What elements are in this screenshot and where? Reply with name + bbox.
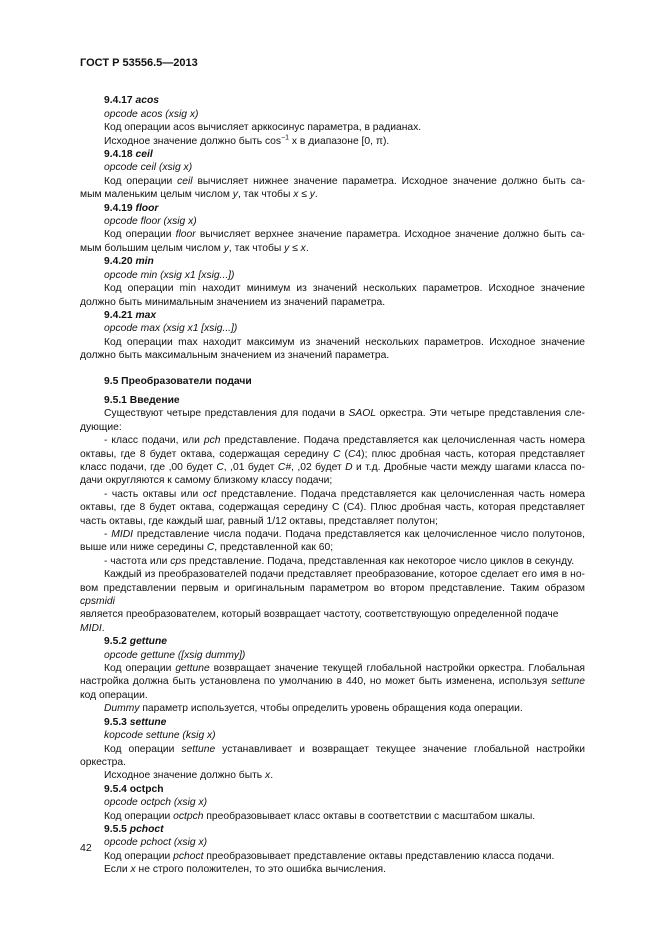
section-keyword: max [135, 309, 157, 321]
text-acos-2 [80, 135, 585, 148]
text-span: вом представлении первым и оригинальным параметром во втором представление. Таким образом [80, 582, 585, 594]
keyword: gettune [175, 663, 210, 675]
var: y [223, 242, 229, 254]
gettune-line-3: код операции. [80, 689, 148, 701]
text-span: возвращает значение текущей глобальной настройки оркестра. Глобальная [209, 663, 585, 675]
heading-pitch-converters: 9.5 Преобразователи подачи [104, 375, 252, 387]
keyword: settune [551, 676, 585, 688]
text-floor-2 [80, 242, 585, 255]
settune-line-2: оркестра. [80, 756, 126, 768]
gettune-line-1 [80, 662, 585, 675]
heading-pchoct [80, 823, 585, 836]
text-span: Если [104, 864, 131, 876]
keyword: pch [203, 435, 221, 447]
keyword: pchoct [173, 850, 204, 862]
pchoct-line-1 [80, 850, 585, 863]
octpch-line-1 [80, 810, 585, 823]
pch-line-4: дачи округляются к самому близкому классу подачи; [80, 475, 333, 487]
text-span: Код операции [104, 810, 174, 822]
text-span: ( [340, 448, 348, 460]
code-ceil: opcode ceil (xsig x) [104, 162, 193, 174]
oct-line-3: часть октавы, где каждый шаг, равный 1/12 октавы, представляет полутон; [80, 515, 438, 527]
var: C [332, 448, 341, 460]
text-span: преобразовывает класс октавы в соответствии с масштабом шкалы. [203, 810, 536, 822]
section-number: 9.5.3 [104, 716, 127, 728]
var: y [284, 242, 290, 254]
cps-line-1 [80, 555, 585, 568]
var: x [130, 864, 136, 876]
text-span: мым большим целым числом [80, 242, 224, 254]
keyword: cps [170, 555, 187, 567]
superscript: −1 [281, 134, 290, 142]
text-span: - класс подачи, или [104, 435, 204, 447]
text-span: , ,01 будет [223, 461, 278, 473]
section-keyword: min [135, 256, 154, 268]
heading-floor [80, 202, 585, 215]
keyword: oct [202, 488, 217, 500]
section-number: 9.4.17 [104, 95, 133, 107]
code-pchoct: opcode pchoct (xsig x) [104, 837, 208, 849]
keyword: MIDI [80, 622, 102, 634]
keyword: Dummy [104, 703, 140, 715]
text-span: устанавливает и возвращает текущее значение глобальной настройки [215, 743, 585, 755]
keyword: SAOL [348, 408, 376, 420]
var: x [293, 189, 299, 201]
page-number: 42 [80, 842, 92, 854]
text-span: Код операции [104, 743, 182, 755]
text-span: класс подачи, где ,00 будет [80, 461, 217, 473]
var: C [206, 542, 215, 554]
text-span: x в диапазоне [0, π). [289, 135, 390, 147]
text-span: параметр используется, чтобы определить уровень обращения кода операции. [139, 703, 523, 715]
section-number: 9.4.21 [104, 309, 133, 321]
section-number: 9.4.18 [104, 149, 133, 161]
heading-octpch: 9.5.4 octpch [104, 783, 164, 795]
heading-settune [80, 716, 585, 729]
text-ceil-2 [80, 188, 585, 201]
text-span: , ,02 будет [291, 461, 346, 473]
text-span: Код операции [104, 663, 176, 675]
pch-line-2 [80, 448, 585, 461]
keyword: settune [181, 743, 216, 755]
var: x [265, 770, 271, 782]
text-span: . [101, 622, 105, 634]
text-span: является преобразователем, который возвращает частоту, соответствующую определенной подаче [80, 609, 559, 621]
gettune-line-4 [80, 702, 585, 715]
text-span: 4); плюс дробная часть, которая представляет [355, 448, 585, 460]
text-span: и т.д. Дробные части между шагами класса по- [352, 461, 585, 473]
text-floor-1 [80, 228, 585, 241]
settune-line-3 [80, 769, 585, 782]
text-span: Исходное значение должно быть [104, 770, 266, 782]
section-keyword: gettune [129, 636, 167, 648]
gettune-line-2 [80, 675, 585, 688]
section-number: 9.5.2 [104, 636, 127, 648]
var: y [232, 189, 238, 201]
converter-line-1: Каждый из преобразователей подачи представляет преобразование, которое сделает его имя в но- [104, 569, 585, 581]
keyword: cpsmidi [80, 596, 115, 608]
text-span: преобразовывает представление октавы представлению класса подачи. [203, 850, 555, 862]
heading-introduction: 9.5.1 Введение [104, 394, 180, 406]
midi-line-1 [80, 528, 585, 541]
code-acos: opcode acos (xsig x) [104, 108, 199, 120]
pch-line-3 [80, 461, 585, 474]
var: C [216, 461, 224, 473]
text-span: вычисляет верхнее значение параметра. Исходное значение должно быть са- [195, 229, 585, 241]
intro-line-1 [80, 407, 585, 420]
text-span: представление. Подача представляется как целочисленная часть номера [216, 488, 585, 500]
intro-line-2: дующие: [80, 421, 122, 433]
text-span: представление. Подача представляется как целочисленная часть номера [220, 435, 585, 447]
section-number: 9.5.5 [104, 823, 127, 835]
text-span: - частота или [104, 555, 171, 567]
keyword: MIDI [111, 529, 134, 540]
text-span: Код операции [104, 850, 174, 862]
text-max-1: Код операции max находит максимум из значений нескольких параметров. Исходное значение [104, 336, 585, 348]
text-max-2: должно быть максимальным значением из значений параметра. [80, 350, 390, 362]
pchoct-line-2 [80, 863, 585, 876]
section-keyword: settune [129, 716, 167, 728]
text-span: , так чтобы [228, 242, 285, 254]
text-span: представление. Подача, представленная как некоторое число циклов в секунду. [186, 555, 575, 567]
var: C [347, 448, 356, 460]
midi-line-2 [80, 541, 585, 554]
oct-line-1 [80, 488, 585, 501]
text-span: мым маленьким целым числом [80, 189, 233, 201]
text-span: Существуют четыре представления для подачи в [104, 408, 349, 420]
text-span: Код операции [104, 175, 178, 187]
text-span: - [104, 529, 112, 540]
heading-acos [80, 94, 585, 107]
text-span: Код операции [104, 229, 176, 241]
var: y [309, 189, 315, 201]
keyword: octpch [173, 810, 204, 822]
text-span: вычисляет нижнее значение параметра. Исходное значение должно быть са- [192, 175, 586, 187]
code-octpch: opcode octpch (xsig x) [104, 797, 208, 809]
converter-line-2 [80, 582, 585, 609]
document-page [80, 57, 585, 877]
heading-ceil [80, 148, 585, 161]
heading-gettune [80, 635, 585, 648]
text-acos-1: Код операции acos вычисляет арккосинус параметра, в радианах. [104, 122, 422, 134]
text-span: . [305, 242, 309, 254]
section-keyword: floor [135, 202, 159, 214]
section-number: 9.4.19 [104, 202, 133, 214]
var: D [345, 461, 353, 473]
code-floor: opcode floor (xsig x) [104, 216, 197, 228]
document-header: ГОСТ Р 53556.5—2013 [80, 57, 198, 69]
text-min-1: Код операции min находит минимум из значений нескольких параметров. Исходное значение [104, 283, 585, 295]
text-span: , так чтобы [237, 189, 294, 201]
section-keyword: ceil [135, 149, 153, 161]
text-span: не строго положителен, то это ошибка вычисления. [135, 864, 386, 876]
code-gettune: opcode gettune ([xsig dummy]) [104, 649, 246, 661]
text-span: Исходное значение должно быть cos [104, 135, 282, 147]
keyword: ceil [177, 175, 193, 187]
text-span: - часть октавы или [104, 488, 203, 500]
oct-line-2: октавы, где 8 будет октава, содержащая середину C (C4). Плюс дробная часть, которая представляет [80, 502, 585, 514]
text-span: оркестра. Эти четыре представления сле- [375, 408, 585, 420]
text-span: выше или ниже середины [80, 542, 207, 554]
text-span: представление числа подачи. Подача представляется как целочисленное число полутонов, [133, 529, 585, 540]
text-span: октавы, где 8 будет октава, содержащая середину [80, 448, 333, 460]
pch-line-1 [80, 434, 585, 447]
section-keyword: acos [135, 95, 159, 107]
text-span: ≤ [298, 189, 310, 201]
text-span: . [314, 189, 318, 201]
converter-line-3 [80, 608, 585, 635]
text-span: . [270, 770, 274, 782]
code-max: opcode max (xsig x1 [xsig...]) [104, 323, 238, 335]
settune-line-1 [80, 743, 585, 756]
heading-min [80, 255, 585, 268]
var: x [300, 242, 306, 254]
section-number: 9.4.20 [104, 256, 133, 268]
code-min: opcode min (xsig x1 [xsig...]) [104, 269, 235, 281]
text-span: , представленной как 60; [214, 542, 334, 554]
text-span: настройка должна быть установлена по умолчанию в 440, но может быть изменена, используя [80, 676, 552, 688]
section-keyword: pchoct [129, 823, 164, 835]
text-span: ≤ [289, 242, 301, 254]
keyword: floor [175, 229, 196, 241]
heading-max [80, 309, 585, 322]
var: C# [277, 461, 292, 473]
text-ceil-1 [80, 175, 585, 188]
code-settune: kopcode settune (ksig x) [104, 730, 216, 742]
text-min-2: должно быть минимальным значением из значений параметра. [80, 296, 386, 308]
